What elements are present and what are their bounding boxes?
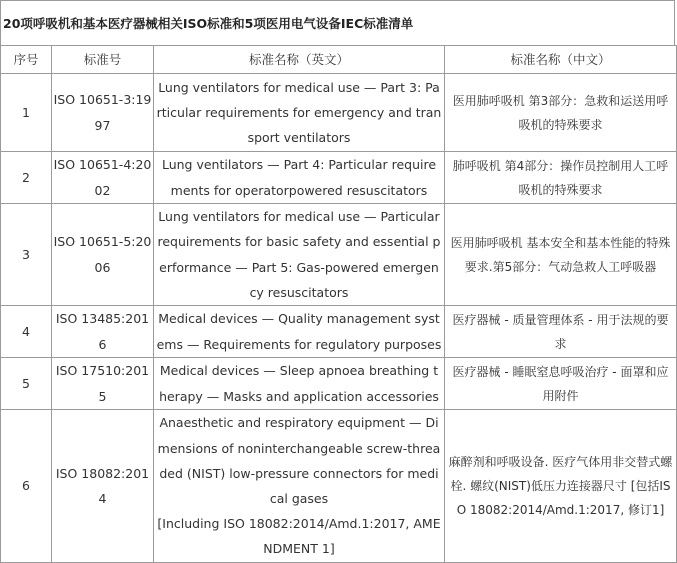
table-row: [1, 410, 677, 563]
standard-name-cn: 医疗器械 - 质量管理体系 - 用于法规的要求: [445, 306, 677, 358]
table-title: 20项呼吸机和基本医疗器械相关ISO标准和5项医用电气设备IEC标准清单: [0, 0, 675, 45]
table-row: [1, 306, 677, 358]
header-no: 序号: [1, 46, 52, 74]
standards-table: [0, 45, 677, 563]
row-number: 3: [1, 204, 52, 306]
standard-name-cn: 医用肺呼吸机 基本安全和基本性能的特殊要求.第5部分：气动急救人工呼吸器: [445, 204, 677, 306]
standard-name-en: Lung ventilators for medical use — Part 3: Particular requirements for emergency and transport ventilators: [154, 74, 445, 152]
standard-name-en-amendment: [Including ISO 18082:2014/Amd.1:2017, AMENDMENT 1]: [157, 516, 441, 557]
header-name-en: 标准名称（英文）: [154, 46, 445, 74]
row-number: 6: [1, 410, 52, 563]
table-row: [1, 74, 677, 152]
standard-name-en-main: Anaesthetic and respiratory equipment — Dimensions of noninterchangeable screw-threaded (NIST) low-pressure connectors for medical gases: [157, 415, 441, 506]
row-number: 5: [1, 358, 52, 410]
standard-code: ISO 10651-5:2006: [52, 204, 154, 306]
standard-name-en: Medical devices — Sleep apnoea breathing therapy — Masks and application accessories: [154, 358, 445, 410]
table-row: [1, 204, 677, 306]
standard-name-cn: 医用肺呼吸机 第3部分：急救和运送用呼吸机的特殊要求: [445, 74, 677, 152]
row-number: 4: [1, 306, 52, 358]
standard-name-cn: 肺呼吸机 第4部分：操作员控制用人工呼吸机的特殊要求: [445, 152, 677, 204]
standard-name-cn: 医疗器械 - 睡眠窒息呼吸治疗 - 面罩和应用附件: [445, 358, 677, 410]
standard-code: ISO 17510:2015: [52, 358, 154, 410]
standard-code: ISO 10651-4:2002: [52, 152, 154, 204]
standard-code: ISO 10651-3:1997: [52, 74, 154, 152]
standard-name-en: Lung ventilators for medical use — Particular requirements for basic safety and essential performance — Part 5: Gas-powered emergency resuscitators: [154, 204, 445, 306]
header-name-cn: 标准名称（中文）: [445, 46, 677, 74]
standard-name-cn: 麻醉剂和呼吸设备. 医疗气体用非交替式螺栓. 螺纹(NIST)低压力连接器尺寸 [包括ISO 18082:2014/Amd.1:2017, 修订1]: [445, 410, 677, 563]
row-number: 1: [1, 74, 52, 152]
table-header-row: [1, 46, 677, 74]
standard-code: ISO 13485:2016: [52, 306, 154, 358]
table-row: [1, 358, 677, 410]
header-code: 标准号: [52, 46, 154, 74]
row-number: 2: [1, 152, 52, 204]
standard-code: ISO 18082:2014: [52, 410, 154, 563]
standard-name-en: Lung ventilators — Part 4: Particular requirements for operatorpowered resuscitators: [154, 152, 445, 204]
standard-name-en: Medical devices — Quality management systems — Requirements for regulatory purposes: [154, 306, 445, 358]
standard-name-en: [154, 410, 445, 563]
table-row: [1, 152, 677, 204]
